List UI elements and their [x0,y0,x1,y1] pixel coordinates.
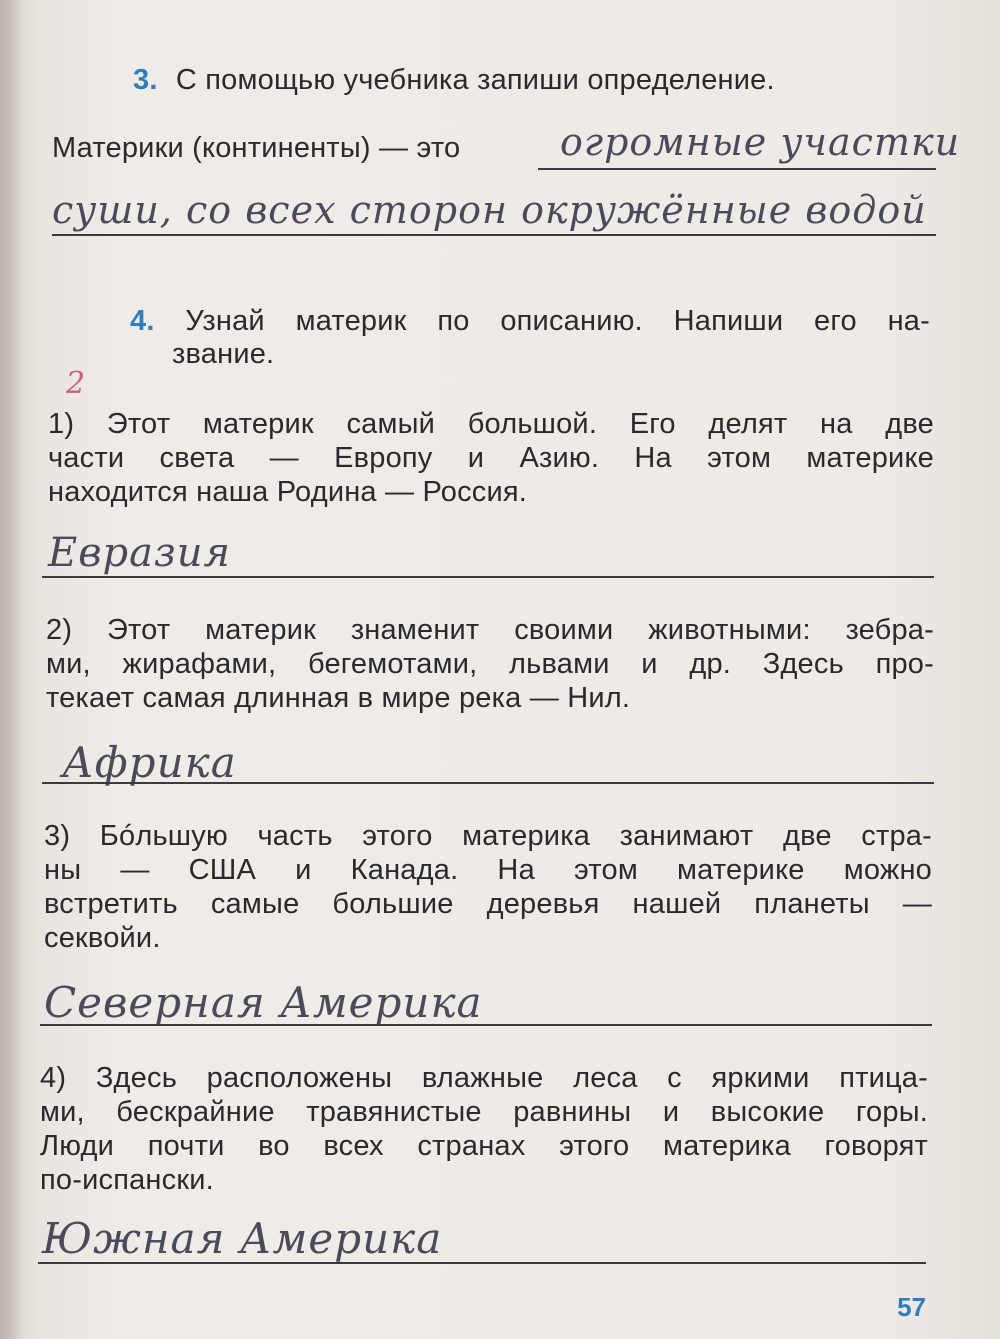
item3-answer: Северная Америка [44,978,483,1027]
item3-line4: секвойи. [44,922,161,954]
item1-answer-rule [42,576,934,578]
item2-answer-rule [42,782,934,784]
task4-title-line1: Узнай материк по описанию. Напиши его на- [185,305,930,337]
task4-title-line2: звание. [172,338,275,370]
page-number: 57 [897,1292,926,1322]
task3-answer-rule1 [538,168,936,170]
task3-number: 3. [133,64,158,96]
item4-line1: 4) Здесь расположены влажные леса с яркими птица- [40,1062,928,1094]
item3-line1: 3) Бóльшую часть этого материка занимают две стра- [44,820,932,852]
item4-line2: ми, бескрайние травянистые равнины и высокие горы. [40,1096,928,1128]
item4-line4: по-испански. [40,1164,214,1196]
task3-answer-line2: суши, со всех сторон окружённые водой [52,188,927,232]
item4-answer: Южная Америка [42,1214,443,1263]
item2-line1: 2) Этот материк знаменит своими животными: зебра- [46,614,934,646]
task4-number: 4. [130,305,155,337]
item3-answer-rule [40,1024,932,1026]
item4-answer-rule [38,1262,926,1264]
task3-answer-line1: огромные участки [560,120,961,164]
task3-answer-rule2 [52,234,936,236]
item1-line3: находится наша Родина — Россия. [48,476,528,508]
item1-line2: части света — Европу и Азию. На этом материке [48,442,934,474]
task3-heading [133,64,893,97]
item1-line1: 1) Этот материк самый большой. Его делят на две [48,408,934,440]
task4-heading-line1 [130,305,930,338]
item2-line2: ми, жирафами, бегемотами, львами и др. Здесь про- [46,648,934,680]
item3-line2: ны — США и Канада. На этом материке можно [44,854,932,886]
item1-answer: Евразия [48,530,231,576]
page-gutter-shadow [0,0,22,1339]
item2-answer: Африка [62,738,237,787]
item2-line3: текает самая длинная в мире река — Нил. [46,682,631,714]
task3-title: С помощью учебника запиши определение. [175,64,775,96]
teacher-mark: 2 [66,366,86,401]
task3-prompt: Материки (континенты) — это [52,132,461,164]
item4-line3: Люди почти во всех странах этого материка говорят [40,1130,928,1162]
item3-line3: встретить самые большие деревья нашей планеты — [44,888,932,920]
